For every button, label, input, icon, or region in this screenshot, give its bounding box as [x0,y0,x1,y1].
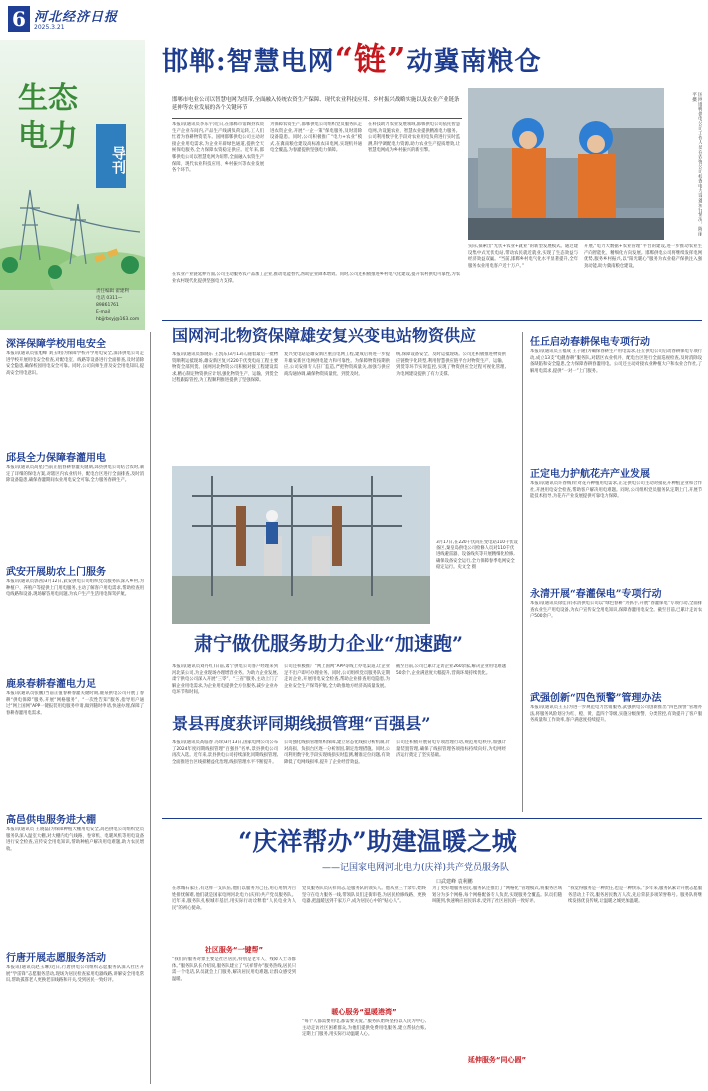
article2-headline: 国网河北物资保障雄安复兴变电站物资供应 [172,326,477,345]
brief-item [6,678,144,814]
brief-head: 深泽保障学校用电安全 [6,339,106,350]
lead-body-col5: 实际,探索出“光伏+农业+就业”的新型发展模式。通过建设集中式光伏电站,带动农民就近就业,实现了生态效益与经济效益双赢。“当前,邯郸乡村电气化水平显著提升,全年服务农业用电客户近十万户。” [468,244,578,269]
article2-body-col3: 统,保障设备安全、及时运抵现场。公司还积极推进物资供应链数字化转型,利用智慧供应链平台对物资生产、运输、到货等环节实时监控,实现了物资供应全过程可视化管理,为电网建设提供了有力支撑。 [396,352,506,377]
article3-headline-part1: 肃宁做优服务助力企业 [194,633,385,655]
brief-body: 本报讯(通讯员徐佳萍)永清供电公司以“绿色春耕”为抓手,开展“春灌保电”专项行动,全面排查农业生产用电设备,为农户宣传安全用电知识,保障春灌用电安全。截至目前,已累计走访农户500余户。 [530,601,702,620]
left-column-divider [150,332,151,1084]
brief-head: 高邑供电服务进大棚 [6,815,96,826]
paper-name: 河北经济日报 [34,10,119,25]
brief-item [6,338,144,452]
substation-photo-image [172,466,430,624]
feature-body: “每个人都需要用电,都需要关爱。”服务队始终坚持以人民为中心,主动走访社区困难群众,为他们提供免费用电服务,建立帮扶台账,定期上门服务,用实际行动温暖人心。 [302,1019,426,1038]
brief-body: 本报讯(通讯员张鹏)当前正值春耕春灌关键时期,鹿泉供电公司开展了春耕“供电保障”服务,开展“网格服务”、“一次性告知”服务,指导用户通过“网上国网”APP一键报装用电服务申请,做到随时申请,快速办理,保障了春耕春灌用电需求。 [6,691,144,716]
section-banner [0,40,145,330]
feature-headline-part1: “庆祥帮办” [238,827,367,856]
section-title-power: 电力 [18,119,78,154]
article4-body-col2: 公司强化线损管理组织保障,建立常态化线损分析机制,针对高损、负损台区逐一分析原因,制定治理措施。同时,公司利用数字化手段实现线损实时监测,精准定位问题,有效降低了电网线损率,提升了企业经营效益。 [284,740,390,765]
feature-body: 党员服务队员庆祥同志,是服务队的领头人。他从业三十余年,始终坚守在电力服务一线,带领队员们走街串巷,为居民检修线路、更换电器,把温暖送到千家万户,成为居民心中的“贴心人”。 [302,886,426,905]
substation-photo-caption: 3月17日,在220千伏尚庄变电站110千伏设备区,秦皇岛供电公司检修人员对110千伏进线避雷器、设备线夹等开展精细化检修,确保设备安全运行,全力保障春季电网安全稳定运行。史文全 摄 [436,540,518,570]
lead-photo-image [468,88,664,240]
lead-headline-part2: 动冀南粮仓 [406,47,542,77]
brief-head: 正定电力护航花卉产业发展 [530,469,650,480]
feature-body: “我们的服务对象主要是社区居民,特别是老年人、残障人士等群体。”服务队队长介绍说,服务队建立了“庆祥帮办”服务热线,居民只需一个电话,队员就会上门服务,解决居民用电难题,让群众感受到温暖。 [172,957,296,982]
lead-body-col2: 为保障农资生产,邯郸供电公司组织党员服务队走进农资企业,开展“一企一策”保电服务,及时消除设备隐患。同时,公司积极推广“电力+农业”模式,在冀南粮仓建设高标准农田电网,实现机井通电全覆盖,为春灌提供坚强电力保障。 [270,122,362,154]
brief-body: 本报讯(通讯员张旭峰 刘玉明)为保障学校开学用电安全,深泽供电公司走进学校开展用电安全检查,对配电室、线路等设备进行全面排查,及时消除安全隐患,确保校园用电安全可靠。同时,公司向师生普及安全用电知识,提高安全用电意识。 [6,351,144,376]
brief-head: 武安开展助农上门服务 [6,567,106,578]
article3-headline [194,630,524,658]
lead-photo-caption: 国网邯郸供电公司工作人员在农资公司检查电力设备运行情况。陈丽平摄 [691,92,702,236]
brief-head: 鹿泉春耕春灌电力足 [6,679,96,690]
masthead [0,0,708,44]
lead-body-col3: 在科技助力农业发展领域,邯郸供电公司依托智慧电网,为设施农业、智慧农业提供精准电力服务。公司利用数字化手段对农业用电负荷进行实时监测,科学调配电力资源,助力农业生产提质增效,让智慧电网成为乡村振兴的新引擎。 [368,122,460,154]
article3-body-col3: 截至目前,公司已累计走访企业260余家,解决企业用电难题50余个,企业满意度大幅提升,营商环境持续优化。 [396,664,506,676]
brief-body: 本报讯(通讯员 王晓磊)为保障种植大棚用电安全,高邑供电公司组织党员服务队深入温室大棚,对大棚内电气线路、卷帘机、电暖风机等用电设备进行安全检查,宣传安全用电知识,帮助种植户解决用电难题,助力农民增收。 [6,827,144,852]
lead-deck-rule [172,118,462,119]
brief-item [530,588,702,692]
brief-item [530,468,702,588]
brief-body: 本报讯(通讯员王福成 王子隆)为确保春耕生产用电需求,任丘供电公司启动春耕保电专项行动,成立13支“电靓春耕”服务队,对辖区农业机井、配电台区进行全面巡视检查,及时消除设备缺陷和安全隐患,全力保障春耕春灌用电。公司还主动对接农业种植大户和农业合作社,了解用电需求,提供“一对一”上门服务。 [530,349,702,374]
feature-col2 [302,886,426,1086]
feature-subhead: 暖心服务“温暖港湾” [331,1008,397,1016]
article2-body-col2: 复兴变电站是雄安新区重点电网工程,建成后将进一步提升雄安新区电网供电能力和可靠性。为保障物资按期供应,公司安排专人驻厂监造,严把物资质量关,加强与供应商沟通协调,确保物资质量优、到货及时。 [284,352,390,377]
lead-body-col6: 开展,“电力大数据+农业管理”平台的建设,进一步推动农业生产向智能化、精细化方向发展。邯郸供电公司将继续发挥电网优势,服务乡村振兴,以“阳光暖心”服务为农业稳产保供注入强劲动能,助力冀南粮仓建设。 [584,244,702,269]
brief-item [6,452,144,566]
right-column-divider [522,332,523,812]
feature-subtitle: ——记国家电网河北电力(庆祥)共产党员服务队 [322,863,510,873]
editor-name: 责任编辑 翟建利 [96,289,129,294]
brief-item [6,814,144,952]
brief-head: 邱县全力保障春灌用电 [6,453,106,464]
issue-date: 2025.3.21 [34,24,65,31]
feature-headline-part2: 助建温暖之城 [366,827,517,856]
article2-body-col1: 本报讯(通讯员郭晓东 王凯东)3月13日,随着最后一批物资顺利运抵现场,雄安新区复兴220千伏变电站工程主要物资全部到货。国网河北物资公司积极对接工程建设需求,精心制定物资供应计划,强化物资生产、运输、到货全过程跟踪管控,为工程顺利推进提供了坚强保障。 [172,352,278,384]
brief-body: 本报讯(通讯员赵玉琳)近日,行唐供电公司组织志愿服务队深入社区开展“学雷锋”志愿服务活动,现场为居民检查家用电器线路,讲解安全用电常识,帮助孤寡老人更换老旧线路和开关,受到居民一致好评。 [6,965,144,984]
brief-body: 本报讯(通讯员王玉)为进一步规范电力营销服务,武强供电公司创新推出“四色预警”管理办法,将服务风险划分为红、橙、黄、蓝四个等级,实施分级预警、分类管控,有效提升了客户服务质量和工作效率,客户满意度持续提升。 [530,705,702,724]
brief-head: 武强创新“四色预警”管理办法 [530,693,662,704]
brief-item [530,692,702,816]
landscape-illustration [0,170,145,290]
editor-info [96,288,144,323]
section-title-ecology: 生态 [18,81,78,116]
article3-headline-quote: “加速跑” [384,633,463,655]
lead-headline-quote: “链” [334,40,407,78]
article4-body-col3: 公司还积极开展窃电专项治理行动,规范用电秩序,加强计量装置管理,确保了线损管理各项指标持续向好,为电网经济运行奠定了坚实基础。 [396,740,506,759]
lead-headline [162,42,702,79]
article4-headline-part1: 景县再度获评同期线损管理 [172,714,365,733]
editor-email: E-mail hbjjrbsyj@163.com [96,310,140,322]
lead-deck: 邯郸市电业公司以智慧电网为纽带,全面融入传统农资生产保障、现代农业科技应用、乡村振兴战略实施以及农业产业链条延伸等农业发展的各个关键环节 [172,97,460,111]
article3-body-col2: 公司还积极推广“网上国网”APP等线上办电渠道,让企业足不出户即可办理业务。同时,公司组织党员服务队定期走访企业,开展用电安全检查,帮助企业排查用电隐患,为企业安全生产保驾护航,全力助推地方经济高质量发展。 [284,664,390,689]
lead-body-col4: 在农业产业链延伸方面,公司主动服务农产品加工企业,推动电能替代,帮助企业降本增效。同时,公司还积极推进乡村电气化建设,提升农村供电可靠性,为农业农村现代化提供坚强电力支撑。 [172,272,460,284]
article4-headline-quote: “百强县” [364,714,431,733]
brief-item [530,336,702,468]
feature-subhead: 社区服务“一键帮” [204,946,264,954]
feature-body: 为了更好地服务居民,服务队还推出了“网格化”管理模式,将服务区域划分为多个网格,每个网格配备专人负责,实现服务全覆盖。队员们随叫随到,快速响应居民诉求,受到了社区居民的一致好评。 [432,886,562,905]
left-briefs [6,338,144,1088]
feature-col3 [432,886,562,1086]
brief-body: 本报讯(通讯员郭茜)3月12日,武安供电公司组织党员服务队深入乡村,为种植户、养殖户等提供上门用电服务,主动了解客户用电需求,帮助检查用电线路和设备,现场解答用电问题,为农户生产生活用电保驾护航。 [6,579,144,598]
brief-item [6,566,144,678]
feature-subhead: 延伸服务“同心圆” [467,1056,527,1064]
brief-body: 本报讯(通讯员高星)当前正值春耕春灌关键期,邱县供电公司结合农时,制定了详细的保电方案,对辖区内农业机井、配电台区进行全面排查,及时消除设备隐患,确保春灌期间农业用电安全可靠,全力服务春耕生产。 [6,465,144,484]
brief-head: 任丘启动春耕保电专项行动 [530,337,650,348]
lead-photo [468,88,664,240]
brief-body: 本报讯(通讯员许春梅)针对花卉种植用电需求,正定供电公司主动对接花卉种植企业和合作社,开展用电安全检查,帮助客户解决用电难题。同时,公司组织党员服务队定期上门,开展节能技术指导,为花卉产业发展提供可靠电力保障。 [530,481,702,500]
lead-headline-part1: 邯郸:智慧电网 [162,47,335,77]
right-briefs [530,336,702,816]
lead-bottom-rule [162,320,702,321]
substation-photo [172,466,430,624]
feature-headline [238,824,658,860]
article4-headline [172,712,512,736]
feature-byline: 口武建峰 袁利鹏 [436,879,473,885]
page-number: 6 [8,6,30,32]
brief-item [6,952,144,1084]
feature-body: 在冰城石家庄,有这样一支队伍,他们以服务为己任,用心用情为百姓排忧解难,他们就是国家电网河北电力(庆祥)共产党员服务队。近年来,服务队扎根城市基层,用实际行动诠释着“人民电业为人民”的初心使命。 [172,886,296,911]
article4-body-col1: 本报讯(通讯员高临春 冯珍)3月13日,国家电网公司公布了2024年度同期线损管理“百强县”名单,景县供电公司再次入选。近年来,景县供电公司持续深化同期线损管理,全面推进台区线损精益化治理,线损管理水平不断提升。 [172,740,278,765]
feature-col4: “我觉得服务是一种责任,也是一种快乐。”多年来,服务队累计开展志愿服务活动上千次,服务居民数万人次,先后荣获多项荣誉称号。服务队将继续发扬优良传统,让温暖之城更加温暖。 [568,886,702,905]
brief-head: 行唐开展志愿服务活动 [6,953,106,964]
feature-top-rule [162,818,702,819]
feature-col1 [172,886,296,1086]
brief-head: 永清开展“春灌保电”专项行动 [530,589,662,600]
section-guide-box: 导刊 [96,124,126,188]
lead-body-col1: 本报讯(通讯员李乐宇)近日,在邯郸市馆陶县农资生产企业车间内,产品生产线满负荷运转,工人们忙着为春耕物资装车。国网邯郸供电公司主动对接企业用电需求,为企业开辟绿色通道,提供全天候保电服务,全力保障农资稳定供应。近年来,邯郸供电公司以智慧电网为纽带,全面融入农资生产保障、现代农业科技应用、乡村振兴等农业发展各个环节。 [172,122,264,174]
editor-phone: 电话 0311—89861761 [96,296,123,308]
article3-body-col1: 本报讯(通讯员刘丹红)日前,肃宁供电公司客户经理来到河北某公司,为企业现场办理增容业务。为助力企业发展,肃宁供电公司深入开展“三零”、“三省”服务,主动上门了解企业用电需求,为企业用电提供全方位服务,减少企业办电环节和时间。 [172,664,278,696]
